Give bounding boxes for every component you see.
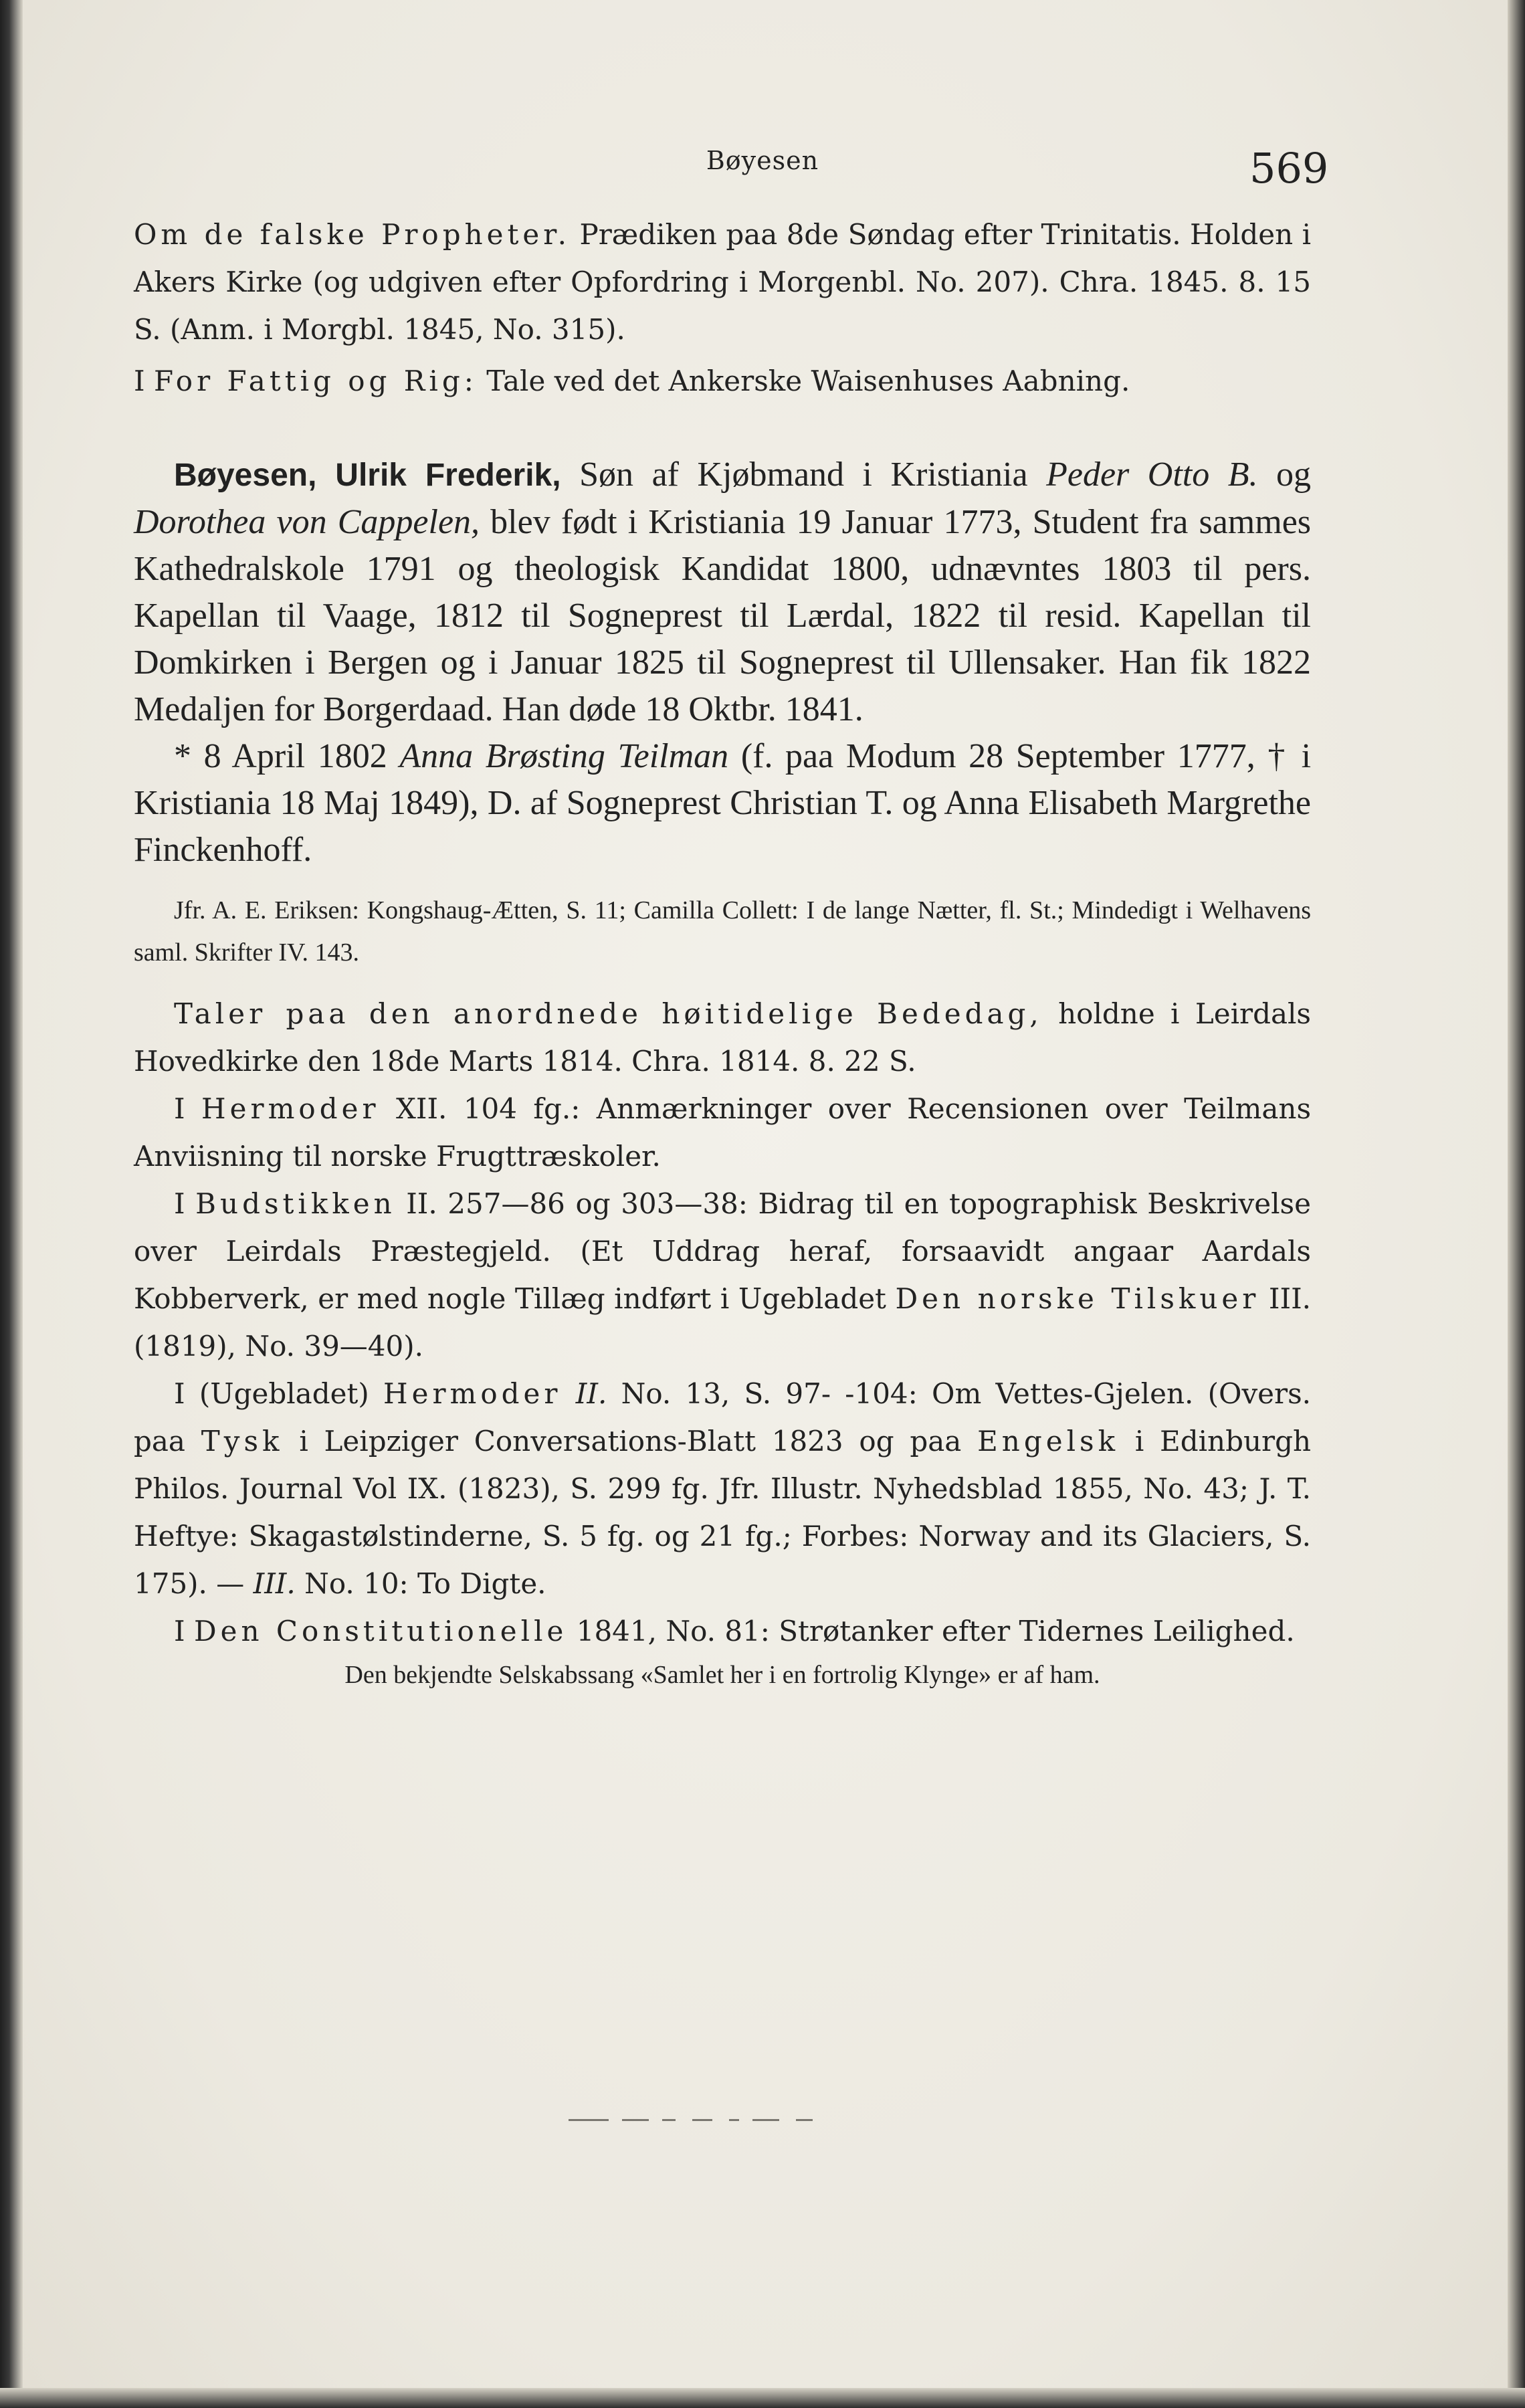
work-vettes-gjelen: [134, 1370, 1311, 1607]
biography-intro: Søn af Kjøbmand i Kristiania: [579, 456, 1028, 494]
marriage-paragraph: [134, 733, 1311, 874]
entry-fattig-og-rig: [134, 357, 1311, 405]
scan-edge-right: [1508, 0, 1525, 2408]
work-volume-2: III.: [253, 1567, 296, 1600]
work-inner-title: Den norske Tilskuer: [895, 1282, 1260, 1315]
work-budstikken: [134, 1180, 1311, 1370]
entry-prefix: I: [134, 365, 145, 397]
work-title: Taler paa den anordnede høitidelige Bededag,: [174, 997, 1043, 1030]
entry-title: Om de falske Propheter.: [134, 218, 571, 251]
work-text: 1841, No. 81: Strøtanker efter Tidernes Leilighed.: [576, 1615, 1295, 1647]
biography-mother: Dorothea von Cappelen,: [134, 503, 480, 541]
work-title: Den Constitutionelle: [193, 1615, 568, 1647]
work-constitutionelle: [134, 1607, 1311, 1655]
work-volume: II.: [575, 1377, 607, 1410]
work-text-3: i Edinburgh Philos. Journal Vol IX. (1823), S. 299 fg. Jfr. Illustr. Nyhedsblad 1855, No. 43; J. T. Heftye: Skagastølstinderne, S. 5 fg. og 21 fg.; Forbes: Norway and its Glaciers, S. 175). —: [134, 1425, 1312, 1600]
work-text-4: No. 10: To Digte.: [304, 1567, 546, 1600]
closing-note: Den bekjendte Selskabssang «Samlet her i en fortrolig Klynge» er af ham.: [344, 1661, 1100, 1689]
work-language-german: Tysk: [201, 1425, 284, 1458]
entry-falske-propheter: [134, 211, 1311, 353]
entry-text: Tale ved det Ankerske Waisenhuses Aabning.: [486, 365, 1130, 397]
entry-text: Prædiken paa 8de Søndag efter Trinitatis. Holden i Akers Kirke (og udgiven efter Opfordring i Morgenbl. No. 207). Chra. 1845. 8. 15 S. (Anm. i Morgbl. 1845, No. 315).: [134, 218, 1312, 346]
work-taler: [134, 990, 1311, 1085]
work-title: Budstikken: [195, 1187, 396, 1220]
marriage-prefix: * 8 April 1802: [174, 737, 387, 775]
work-tail: III. (1819), No. 39—40).: [134, 1282, 1312, 1363]
biography-and: og: [1276, 456, 1312, 494]
work-prefix: I: [174, 1092, 185, 1125]
work-prefix: I: [174, 1187, 185, 1220]
marriage-spouse: Anna Brøsting Teilman: [399, 737, 729, 775]
running-head: Bøyesen: [706, 146, 819, 175]
scan-edge-left: [0, 0, 23, 2408]
biography-paragraph: [134, 452, 1311, 733]
work-title: Hermoder: [201, 1092, 380, 1125]
work-text-2: i Leipziger Conversations-Blatt 1823 og paa: [299, 1425, 962, 1458]
work-language-english: Engelsk: [977, 1425, 1120, 1458]
marriage-text: (f. paa Modum 28 September 1777, † i Kristiania 18 Maj 1849), D. af Sogneprest Christian T. og Anna Elisabeth Margrethe Finckenhoff.: [134, 737, 1312, 869]
work-text: XII. 104 fg.: Anmærkninger over Recensionen over Teilmans Anviisning til norske Frugttræskoler.: [134, 1092, 1312, 1173]
page-number: 569: [1249, 144, 1329, 193]
work-hermoder: [134, 1085, 1311, 1180]
decorative-rule: [569, 2107, 863, 2134]
work-text: II. 257—86 og 303—38: Bidrag til en topographisk Beskrivelse over Leirdals Præstegjeld. (Et Uddrag heraf, forsaavidt angaar Aardals Kobberverk, er med nogle Tillæg indført i Ugebladet: [134, 1187, 1311, 1315]
work-text: No. 13, S. 97- -104: Om Vettes-Gjelen. (Overs. paa: [134, 1377, 1312, 1458]
biography-name: Bøyesen, Ulrik Frederik,: [174, 458, 561, 493]
page-body: [134, 211, 1311, 1695]
work-prefix: I (Ugebladet): [174, 1377, 369, 1410]
references: Jfr. A. E. Eriksen: Kongshaug-Ætten, S. 11; Camilla Collett: I de lange Nætter, fl. St.; Mindedigt i Welhavens saml. Skrifter IV. 143.: [134, 896, 1311, 967]
work-prefix: I: [174, 1615, 185, 1647]
biography-father: Peder Otto B.: [1046, 456, 1258, 494]
biography-details: blev født i Kristiania 19 Januar 1773, Student fra sammes Kathedralskole 1791 og theologisk Kandidat 1800, udnævntes 1803 til pers. Kapellan til Vaage, 1812 til Sogneprest til Lærdal, 1822 til resid. Kapellan til Domkirken i Bergen og i Januar 1825 til Sogneprest til Ullensaker. Han fik 1822 Medaljen for Borgerdaad. Han døde 18 Oktbr. 1841.: [134, 503, 1312, 728]
work-title: Hermoder: [383, 1377, 562, 1410]
work-text: holdne i Leirdals Hovedkirke den 18de Marts 1814. Chra. 1814. 8. 22 S.: [134, 997, 1311, 1078]
entry-title: For Fattig og Rig:: [153, 365, 478, 397]
scan-edge-bottom: [0, 2388, 1525, 2408]
